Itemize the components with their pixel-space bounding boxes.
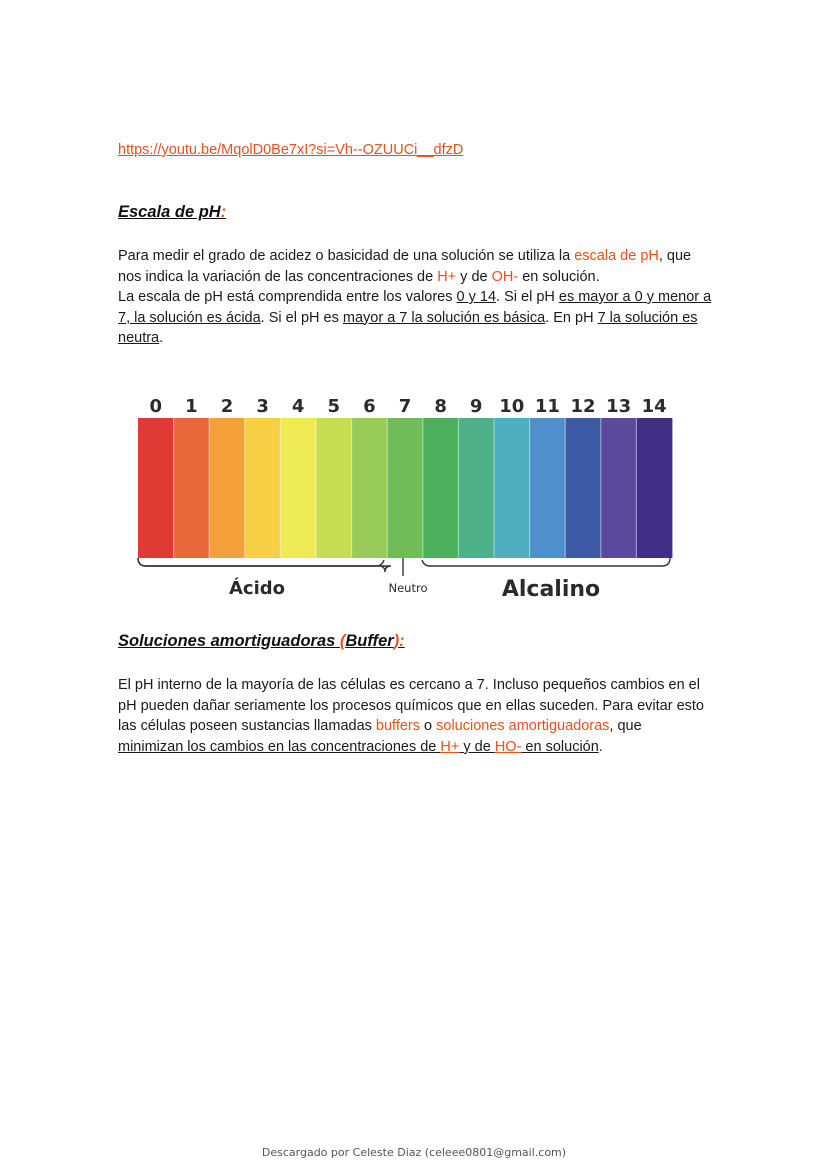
text-run: .	[598, 738, 603, 755]
ph-number-10: 10	[499, 396, 525, 417]
text-run: . Si el pH es	[260, 309, 343, 326]
ph-bar-4	[280, 418, 316, 558]
text-run: , que	[609, 718, 642, 734]
ph-number-6: 6	[363, 396, 376, 417]
section-title-buffers	[118, 632, 405, 651]
alkaline-label: Alcalino	[501, 577, 601, 602]
ph-bar-3	[245, 418, 281, 558]
acid-bracket	[138, 558, 391, 572]
ph-scale-figure	[134, 388, 680, 608]
underlined-text: en solución	[521, 738, 599, 755]
ph-bar-8	[423, 418, 459, 558]
text-run: en solución.	[518, 268, 600, 285]
text-run: La escala de pH está comprendida entre los valores	[118, 289, 457, 305]
text-run: .	[159, 330, 164, 346]
acid-bracket-line	[138, 558, 384, 566]
ph-color-bars	[138, 418, 672, 558]
text-run: y de	[456, 268, 492, 285]
neutral-label: Neutro	[388, 581, 428, 595]
ph-number-4: 4	[291, 396, 305, 417]
acid-label: Ácido	[228, 578, 286, 599]
ph-number-7: 7	[398, 396, 412, 417]
highlight-h-plus: H+	[440, 738, 460, 755]
section-title-text: Soluciones amortiguadoras	[118, 632, 340, 650]
highlight-ho-minus: HO-	[494, 738, 522, 755]
ph-bar-5	[316, 418, 352, 558]
ph-number-1: 1	[185, 396, 198, 417]
highlight-soluciones-amortiguadoras: soluciones amortiguadoras	[436, 718, 610, 734]
ph-number-11: 11	[534, 396, 560, 417]
ph-number-8: 8	[434, 396, 447, 417]
text-run: o	[420, 718, 437, 734]
download-footer: Descargado por Celeste Diaz (celeee0801@gmail.com)	[261, 1146, 567, 1159]
ph-bar-10	[494, 418, 530, 558]
ph-number-9: 9	[469, 396, 483, 417]
ph-bar-9	[458, 418, 494, 558]
ph-number-2: 2	[220, 396, 234, 417]
highlight-buffers: buffers	[375, 718, 420, 734]
section-title-buffer-word: Buffer	[345, 632, 394, 650]
buffers-paragraph	[118, 675, 718, 757]
scale-brackets	[138, 558, 670, 576]
underlined-text: y de	[459, 738, 495, 755]
paren-open: (	[339, 632, 346, 650]
underlined-neutral: 7 la solución es neutra	[118, 309, 698, 346]
text-run: Para medir el grado de acidez o basicidad de una solución se utiliza la	[118, 248, 575, 264]
youtube-link[interactable]: https://youtu.be/MqolD0Be7xI?si=Vh--OZUUCi__dfzD	[118, 142, 464, 158]
highlight-h-plus: H+	[437, 268, 457, 285]
highlight-escala-ph: escala de pH	[574, 248, 659, 264]
ph-bar-6	[352, 418, 388, 558]
ph-bar-14	[636, 418, 672, 558]
ph-bar-7	[387, 418, 423, 558]
ph-bar-0	[138, 418, 174, 558]
ph-number-3: 3	[256, 396, 269, 417]
text-run: El pH interno de la mayoría de las células es cercano a 7. Incluso pequeños cambios en el pH pueden dañar seriamente los procesos químicos que en ellas suceden. Para evitar esto las células poseen sustancias llamadas	[118, 677, 704, 734]
underlined-text: minimizan los cambios en las concentraciones de	[118, 738, 441, 755]
ph-bar-11	[530, 418, 566, 558]
ph-number-13: 13	[606, 396, 632, 417]
highlight-oh-minus: OH-	[491, 268, 519, 285]
ph-number-0: 0	[149, 396, 163, 417]
text-run: . En pH	[545, 309, 598, 326]
ph-bar-2	[209, 418, 245, 558]
text-run: . Si el pH	[496, 289, 559, 305]
ph-bar-12	[565, 418, 601, 558]
ph-number-14: 14	[641, 396, 667, 417]
underlined-range: 0 y 14	[456, 289, 497, 305]
underlined-acid: es mayor a 0 y menor a 7, la solución es ácida	[118, 289, 712, 326]
underlined-basic: mayor a 7 la solución es básica	[342, 309, 546, 326]
ph-bar-1	[174, 418, 210, 558]
ph-number-labels	[150, 396, 667, 417]
ph-number-5: 5	[327, 396, 341, 417]
section-title-colon: :	[220, 203, 227, 221]
text-run: , que nos indica la variación de las concentraciones de	[118, 248, 692, 285]
section-title-text: Escala de pH	[118, 203, 221, 221]
ph-scale-paragraph	[118, 246, 718, 349]
ph-number-12: 12	[570, 396, 596, 417]
paren-close: ):	[393, 632, 405, 650]
alkaline-bracket-line	[422, 558, 670, 566]
section-title-ph-scale	[118, 203, 226, 222]
ph-bar-13	[601, 418, 637, 558]
